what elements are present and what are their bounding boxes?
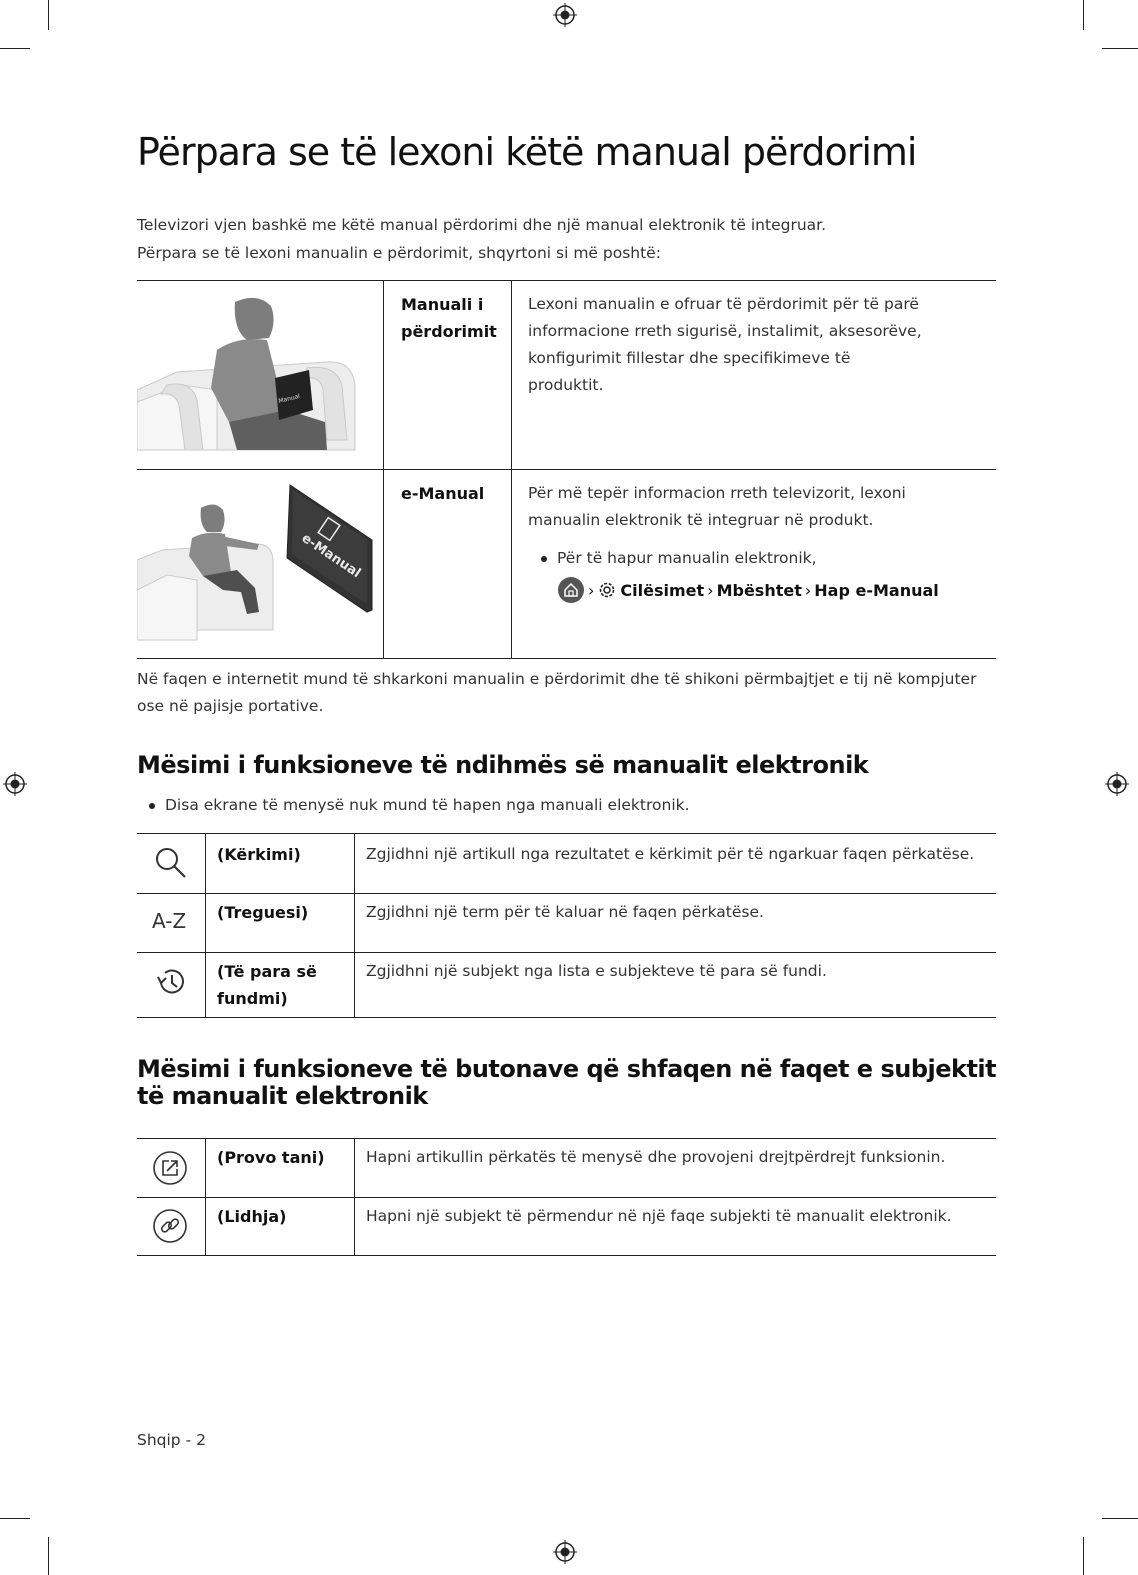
intro-line: Përpara se të lexoni manualin e përdorimit, shqyrtoni si më poshtë:: [137, 244, 661, 262]
tv-e-manual-label: e-Manual: [298, 530, 364, 582]
user-manual-label: Manuali i përdorimit: [401, 295, 497, 341]
chevron-right-icon: ›: [588, 580, 595, 600]
e-manual-bullet: [541, 549, 817, 567]
crop-mark: [1102, 1518, 1138, 1519]
recent-description: Zgjidhni një subjekt nga lista e subjekteve të para së fundi.: [366, 962, 827, 980]
registration-mark-icon: [553, 3, 577, 27]
crop-mark: [1083, 0, 1084, 30]
crop-mark: [48, 1537, 49, 1575]
link-label: (Lidhja): [217, 1207, 287, 1226]
bullet-text: Për të hapur manualin elektronik,: [557, 549, 817, 567]
registration-mark-icon: [1105, 772, 1129, 796]
index-description: Zgjidhni një term për të kaluar në faqen përkatëse.: [366, 903, 764, 921]
user-manual-description: Lexoni manualin e ofruar të përdorimit për të parë informacione rreth sigurisë, instalimit, aksesorëve, konfigurimit fillestar dhe specifikimeve të produktit.: [528, 295, 922, 394]
link-description: Hapni një subjekt të përmendur në një faqe subjekti të manualit elektronik.: [366, 1207, 952, 1225]
section-heading: Mësimi i funksioneve të ndihmës së manualit elektronik: [137, 751, 869, 779]
e-manual-label: e-Manual: [401, 484, 485, 503]
e-manual-menu-path: [557, 576, 939, 604]
try-now-description: Hapni artikullin përkatës të menysë dhe provojeni drejtpërdrejt funksionin.: [366, 1148, 946, 1166]
crop-mark: [1083, 1537, 1084, 1575]
registration-mark-icon: [3, 772, 27, 796]
crop-mark: [0, 48, 30, 49]
history-icon: [154, 965, 188, 999]
search-icon: [154, 846, 188, 880]
section-bullet: [149, 796, 690, 814]
chevron-right-icon: ›: [707, 580, 714, 600]
bullet-dot: [149, 803, 155, 809]
path-settings: Cilësimet: [620, 580, 705, 600]
crop-mark: [1102, 48, 1138, 49]
home-icon: [557, 576, 585, 604]
path-open-e-manual: Hap e-Manual: [814, 580, 939, 600]
index-label: (Treguesi): [217, 903, 309, 922]
gear-icon: [597, 580, 617, 600]
reading-manual-illustration: [137, 290, 357, 452]
index-icon: A-Z: [152, 909, 187, 933]
page-title: Përpara se të lexoni këtë manual përdorimi: [137, 130, 917, 174]
e-manual-description: Për më tepër informacion rreth televizorit, lexoni manualin elektronik të integruar në produkt.: [528, 484, 906, 529]
manual-book-label: Manual: [277, 392, 301, 405]
intro-line: Televizori vjen bashkë me këtë manual përdorimi dhe një manual elektronik të integruar.: [137, 216, 827, 234]
registration-mark-icon: [553, 1540, 577, 1564]
search-label: (Kërkimi): [217, 845, 301, 864]
link-icon: [152, 1208, 188, 1244]
crop-mark: [48, 0, 49, 30]
section-heading: Mësimi i funksioneve të butonave që shfaqen në faqet e subjektit të manualit elektronik: [137, 1055, 997, 1110]
e-manual-illustration: [137, 480, 377, 645]
bullet-dot: [541, 556, 547, 562]
page-number: Shqip - 2: [137, 1431, 206, 1449]
try-now-label: (Provo tani): [217, 1148, 325, 1167]
bullet-text: Disa ekrane të menysë nuk mund të hapen nga manuali elektronik.: [165, 796, 690, 814]
crop-mark: [0, 1518, 30, 1519]
chevron-right-icon: ›: [804, 580, 812, 600]
search-description: Zgjidhni një artikull nga rezultatet e kërkimit për të ngarkuar faqen përkatëse.: [366, 845, 975, 863]
path-support: Mbështet: [716, 580, 802, 600]
try-now-icon: [152, 1150, 188, 1186]
recent-label: (Të para së fundmi): [217, 962, 317, 1008]
download-note: Në faqen e internetit mund të shkarkoni manualin e përdorimit dhe të shikoni përmbajtjet e tij në kompjuter ose në pajisje portative.: [137, 670, 977, 715]
